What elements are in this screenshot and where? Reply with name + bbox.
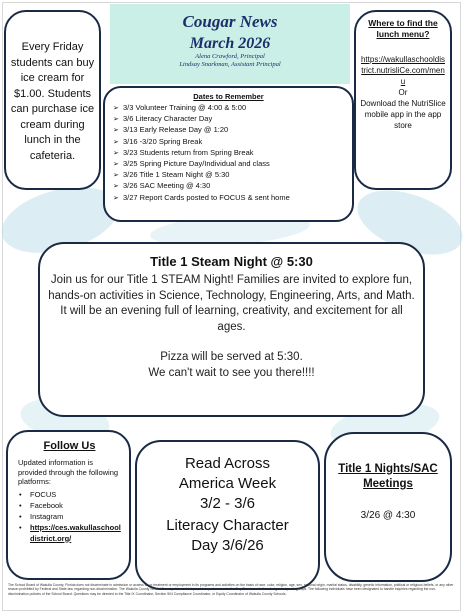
read-across-dates: 3/2 - 3/6: [199, 495, 256, 512]
arrow-bullet-icon: ➢: [113, 172, 119, 180]
list-item: • FOCUS: [19, 489, 57, 499]
principal-name: Alena Crawford, Principal: [195, 53, 265, 60]
title1-nights-heading: Title 1 Nights/SAC Meetings: [338, 463, 438, 490]
ice-cream-box: [4, 10, 101, 190]
list-item: • Instagram: [19, 511, 64, 521]
steam-night-box: [38, 242, 425, 417]
bullet-icon: •: [19, 511, 22, 521]
arrow-bullet-icon: ➢: [113, 161, 119, 169]
title1-nights-date: 3/26 @ 4:30: [360, 510, 416, 521]
list-item: ➢ 3/25 Spring Picture Day/Individual and class: [113, 159, 344, 170]
newsletter-month: March 2026: [189, 35, 271, 52]
dates-heading: Dates to Remember: [193, 92, 264, 101]
arrow-bullet-icon: ➢: [113, 105, 119, 112]
read-across-line: Read Across: [184, 455, 271, 472]
platform-list: [18, 489, 121, 544]
pizza-note: Pizza will be served at 5:30.: [160, 351, 303, 363]
list-item: ➢ 3/26 Title 1 Steam Night @ 5:30: [113, 170, 344, 181]
list-item: ➢ 3/23 Students return from Spring Break: [113, 148, 344, 159]
assistant-principal-name: Lindsay Snarkman, Assistant Principal: [179, 61, 281, 68]
list-item: • Facebook: [19, 500, 63, 510]
literacy-character-date: Day 3/6/26: [191, 537, 264, 554]
arrow-bullet-icon: ➢: [113, 138, 119, 146]
list-item: ➢ 3/13 Early Release Day @ 1:20: [113, 125, 344, 136]
literacy-character-line: Literacy Character: [166, 517, 289, 534]
arrow-bullet-icon: ➢: [113, 194, 119, 202]
list-item: [18, 522, 121, 544]
list-item: ➢ 3/16 -3/20 Spring Break: [113, 137, 344, 148]
list-item: ➢ 3/27 Report Cards posted to FOCUS & sent home: [113, 193, 344, 204]
see-you-note: We can't wait to see you there!!!!: [148, 366, 315, 379]
newsletter-header: [110, 4, 350, 84]
newsletter-title: Cougar News: [182, 12, 278, 31]
read-across-box: [135, 440, 320, 590]
dates-list: [113, 103, 344, 204]
follow-us-heading: Follow Us: [43, 440, 96, 452]
list-item: ➢ 3/26 SAC Meeting @ 4:30: [113, 181, 344, 192]
list-item: ➢ 3/3 Volunteer Training @ 4:00 & 5:00: [113, 103, 344, 114]
nondiscrimination-footer: The School Board of Wakulla County, Florida does not discriminate in admission or access to, or treatment or employment in its programs and activities on the basis of race, color, religion, age, sex, national origin, marital status, disability, genetic information, political or religious beliefs, or any other reason prohibited by Federal and State law, regarding non-discrimination. The Wakulla County School Board policies which provide equal access to the Boy Scouts and other designated youth groups. The following individuals have been designated to handle inquiries regarding the non-discrimination policies of the School Board. Questions may be directed to the Title IX Coordinator, Section 504 Compliance Coordinator, or Equity Coordinator of Wakulla County Schools.: [8, 583, 454, 596]
list-item: ➢ 3/6 Literacy Character Day: [113, 114, 344, 125]
follow-us-intro: Updated information is provided through the following platforms:: [18, 458, 119, 486]
lunch-menu-or: Or: [398, 88, 408, 97]
bullet-icon: •: [19, 522, 22, 532]
arrow-bullet-icon: ➢: [113, 183, 119, 191]
bullet-icon: •: [19, 489, 22, 499]
lunch-menu-box: [354, 10, 452, 190]
dates-box: [103, 86, 354, 222]
lunch-menu-link[interactable]: https://wakullaschooldistrict.nutrisliCe.com/menu: [360, 55, 446, 86]
steam-night-body: Join us for our Title 1 STEAM Night! Families are invited to explore fun, hands-on activities in Science, Technology, Engineering, Arts, and Math. It will be an evening full of learning, creativity, and excitement for all ages.: [48, 274, 415, 333]
title1-nights-box: [324, 432, 452, 582]
arrow-bullet-icon: ➢: [113, 149, 119, 157]
steam-night-heading: Title 1 Steam Night @ 5:30: [150, 254, 313, 269]
read-across-line: America Week: [178, 475, 277, 492]
ice-cream-text: Every Friday students can buy ice cream for $1.00. Students can purchase ice cream during lunch in the cafeteria.: [10, 41, 95, 162]
follow-us-box: [6, 430, 131, 580]
arrow-bullet-icon: ➢: [113, 127, 119, 135]
lunch-menu-heading: Where to find the lunch menu?: [368, 18, 438, 39]
lunch-menu-download: Download the NutriSlice mobile app in the app store: [360, 99, 446, 130]
arrow-bullet-icon: ➢: [113, 116, 119, 124]
school-website-link[interactable]: https://ces.wakullaschooldistrict.org/: [30, 522, 121, 543]
bullet-icon: •: [19, 500, 22, 510]
